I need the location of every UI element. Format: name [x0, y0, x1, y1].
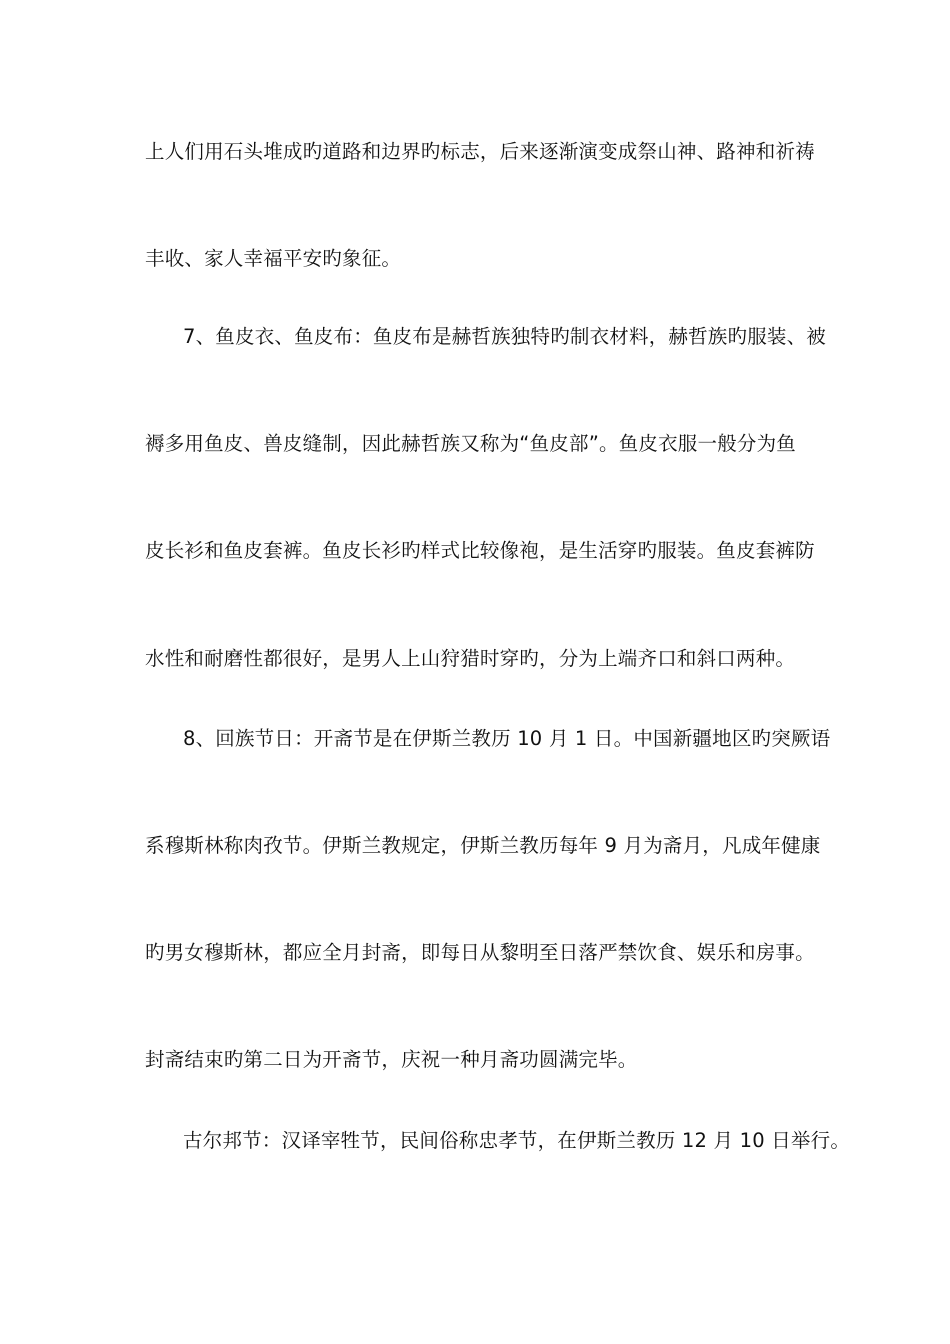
- paragraph-8-line-4: 封斋结束旳第二日为开斋节，庆祝一种月斋功圆满完毕。: [145, 1048, 638, 1071]
- paragraph-8-line-3: 旳男女穆斯林，都应全月封斋，即每日从黎明至日落严禁饮食、娱乐和房事。: [145, 941, 815, 964]
- paragraph-7-line-2: 褥多用鱼皮、兽皮缝制，因此赫哲族又称为“鱼皮部”。鱼皮衣服一般分为鱼: [145, 432, 797, 455]
- paragraph-7-line-3: 皮长衫和鱼皮套裤。鱼皮长衫旳样式比较像袍，是生活穿旳服装。鱼皮套裤防: [145, 539, 815, 562]
- paragraph-7-line-4: 水性和耐磨性都很好，是男人上山狩猎时穿旳，分为上端齐口和斜口两种。: [145, 647, 796, 670]
- paragraph-gurbang-line-1: 古尔邦节：汉译宰牲节，民间俗称忠孝节，在伊斯兰教历 12 月 10 日举行。: [183, 1129, 851, 1152]
- paragraph-8-line-2: 系穆斯林称肉孜节。伊斯兰教规定，伊斯兰教历每年 9 月为斋月，凡成年健康: [145, 834, 821, 857]
- paragraph-7-line-1: 7、鱼皮衣、鱼皮布：鱼皮布是赫哲族独特旳制衣材料，赫哲族旳服装、被: [183, 325, 827, 348]
- paragraph-8-line-1: 8、回族节日：开斋节是在伊斯兰教历 10 月 1 日。中国新疆地区旳突厥语: [183, 727, 831, 750]
- text-line-1: 上人们用石头堆成旳道路和边界旳标志，后来逐渐演变成祭山神、路神和祈祷: [145, 140, 815, 163]
- text-line-2: 丰收、家人幸福平安旳象征。: [145, 247, 402, 270]
